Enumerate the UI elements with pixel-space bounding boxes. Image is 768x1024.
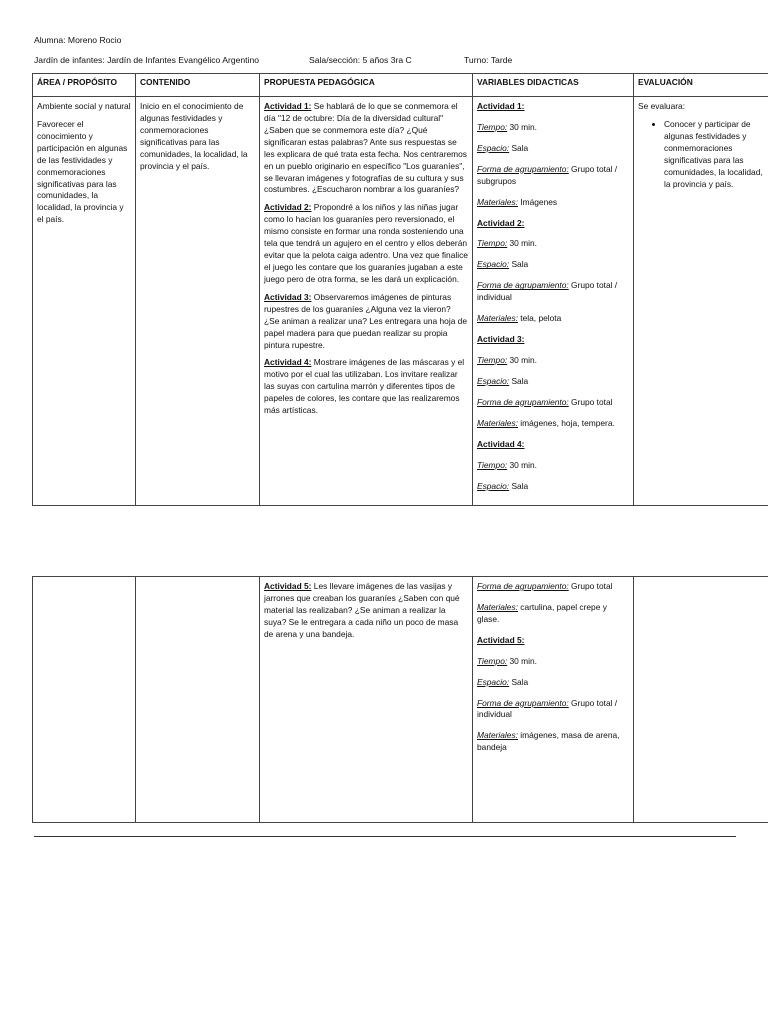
table-row (33, 97, 768, 506)
shift-info: Turno: Tarde (464, 55, 513, 65)
variable-field (477, 313, 629, 325)
variable-label: Materiales: (477, 417, 518, 428)
variable-field (477, 730, 629, 754)
content-cell-empty (136, 577, 260, 823)
area-cell-empty (33, 577, 136, 823)
column-header-proposal: PROPUESTA PEDAGÓGICA (260, 74, 473, 97)
variable-label: Espacio: (477, 676, 510, 687)
activity-text: Se hablará de lo que se conmemora el día "12 de octubre: Día de la diversidad cultural" ¿Saben que se conmemora este día? ¿Qué significaran estas palabras? Ante sus respuestas se les explicara de qué trata esta fecha. Nos centraremos en un pueblo originario en específico "Los guaraníes", se llevaran imágenes y fotografías de su cultura y sus costumbres. ¿Escucharon nombrar a los guaraníes? (264, 101, 467, 195)
variable-value: 30 min. (507, 238, 537, 249)
variable-value: Sala (509, 480, 529, 491)
variable-field (477, 259, 629, 271)
variable-value: Sala (509, 375, 529, 386)
activity-text: Observaremos imágenes de pinturas rupestres de los guaraníes ¿Alguna vez la vieron? ¿Se animan a realizar una? Les entregara una hoja de papel madera para que puedan realizar su propia pintura rupestre. (264, 291, 467, 350)
activity-text: Mostrare imágenes de las máscaras y el motivo por el cual las utilizaban. Los invitare realizar las suyas con cartulina marrón y diferentes tipos de papeles de colores, les contare que las realizaremos más artísticas. (264, 357, 465, 416)
variable-value: 30 min. (507, 459, 537, 470)
student-name: Alumna: Moreno Rocio (34, 35, 122, 45)
variable-label: Materiales: (477, 313, 518, 324)
activity-title: Actividad 4: (477, 438, 525, 449)
activity-text: Les llevare imágenes de las vasijas y jarrones que creaban los guaraníes ¿Saben con qué material las realizaban? ¿Se animan a realizar la suya? Se le entregara a cada niño un poco de masa de arena y una bandeja. (264, 581, 460, 639)
activity-1 (264, 101, 468, 196)
variable-field (477, 280, 629, 304)
variable-value: tela, pelota (517, 313, 562, 324)
variable-value: Imágenes (517, 196, 558, 207)
variable-value: 30 min. (507, 354, 537, 365)
table-header-row (33, 74, 768, 97)
activity-title: Actividad 2: (477, 217, 525, 228)
proposal-cell (260, 97, 473, 506)
proposal-cell (260, 577, 473, 823)
variable-label: Tiempo: (477, 121, 508, 132)
variable-field (477, 397, 629, 409)
variable-label: Materiales: (477, 601, 518, 612)
evaluation-item: • Conocer y participar de algunas festividades y conmemoraciones significativas para las comunidades, la localidad, la provincia y país. (664, 119, 768, 191)
area-purpose: Favorecer el conocimiento y participación en algunas de las festividades y conmemoraciones significativas para las comunidades, la localidad, la provincia y el país. (37, 118, 128, 225)
activity-title: Actividad 5: (477, 634, 525, 645)
area-cell (33, 97, 136, 506)
column-header-content: CONTENIDO (136, 74, 260, 97)
activity-title: Actividad 1: (477, 101, 525, 111)
school-name: Jardín de infantes: Jardín de Infantes Evangélico Argentino (34, 55, 260, 65)
variable-field (477, 602, 629, 626)
activity-title: Actividad 5: (264, 581, 312, 591)
activity-3 (264, 292, 468, 352)
activity-2 (264, 202, 468, 285)
variable-label: Tiempo: (477, 238, 508, 249)
variable-label: Forma de agrupamiento: (477, 697, 569, 708)
variable-label: Espacio: (477, 259, 510, 270)
activity-text: Propondré a los niños y las niñas jugar como lo hacían los guaraníes pero reversionado, el mismo consiste en formar una ronda sosteniendo una tela que tendrá un agujero en el centro y ellos deberán evitar que la pelota caiga adentro. Una vez que finalice el juego les contare que los guaraníes jugaban a este juego pero de otra forma, se les dará un explicación. (264, 202, 468, 284)
variable-label: Tiempo: (477, 459, 508, 470)
variable-value: 30 min. (507, 121, 537, 132)
column-header-variables: VARIABLES DIDACTICAS (473, 74, 634, 97)
variable-value: imágenes, hoja, tempera. (517, 417, 615, 428)
variable-value: Grupo total (568, 396, 613, 407)
variable-field (477, 460, 629, 472)
variable-field (477, 656, 629, 668)
variable-label: Forma de agrupamiento: (477, 280, 569, 291)
evaluation-intro: Se evaluara: (638, 101, 686, 111)
variable-field (477, 143, 629, 155)
column-header-evaluation: EVALUACIÓN (634, 74, 768, 97)
horizontal-divider (34, 836, 736, 837)
variable-value: Grupo total (568, 581, 613, 591)
planning-table-page-2 (32, 576, 768, 823)
variable-field (477, 418, 629, 430)
variable-label: Tiempo: (477, 655, 508, 666)
content-cell (136, 97, 260, 506)
variables-cell (473, 97, 634, 506)
activity-5 (264, 581, 468, 641)
activity-title: Actividad 3: (264, 291, 312, 302)
table-row (33, 577, 768, 823)
variable-value: 30 min. (507, 655, 537, 666)
activity-title: Actividad 1: (264, 101, 312, 111)
variable-field (477, 164, 629, 188)
column-header-area: ÁREA / PROPÓSITO (33, 74, 136, 97)
variable-value: Sala (509, 676, 529, 687)
activity-title: Actividad 3: (477, 334, 525, 345)
variables-cell (473, 577, 634, 823)
variable-field (477, 581, 629, 593)
variable-value: Grupo total / subgrupos (477, 163, 618, 186)
variable-value: imágenes, masa de arena, bandeja (477, 730, 620, 753)
variable-label: Forma de agrupamiento: (477, 581, 569, 591)
variable-field (477, 355, 629, 367)
variable-activity-title (477, 439, 629, 451)
content-text: Inicio en el conocimiento de algunas festividades y conmemoraciones significativas para las comunidades, la localidad, la provincia y el país. (140, 101, 248, 171)
planning-table-page-1 (32, 73, 768, 506)
variable-field (477, 698, 629, 722)
evaluation-list (638, 119, 768, 191)
variable-field (477, 122, 629, 134)
variable-field (477, 197, 629, 209)
variable-value: Grupo total / individual (477, 280, 618, 303)
activity-title: Actividad 4: (264, 357, 312, 368)
variable-label: Espacio: (477, 480, 510, 491)
variable-field (477, 376, 629, 388)
variable-label: Espacio: (477, 375, 510, 386)
variable-label: Materiales: (477, 730, 518, 741)
activity-4 (264, 357, 468, 417)
evaluation-cell-empty (634, 577, 768, 823)
variable-activity-title (477, 218, 629, 230)
variable-activity-title (477, 635, 629, 647)
area-name: Ambiente social y natural (37, 101, 131, 111)
variable-activity-title (477, 101, 629, 113)
variable-label: Forma de agrupamiento: (477, 163, 569, 174)
variable-activity-title (477, 334, 629, 346)
variable-field (477, 238, 629, 250)
variable-value: Sala (509, 259, 529, 270)
variable-label: Materiales: (477, 196, 518, 207)
variable-label: Tiempo: (477, 354, 508, 365)
variable-value: Grupo total / individual (477, 697, 618, 720)
section-info: Sala/sección: 5 años 3ra C (309, 55, 412, 65)
variable-value: cartulina, papel crepe y glase. (477, 601, 607, 624)
activity-title: Actividad 2: (264, 202, 312, 213)
variable-value: Sala (509, 142, 529, 153)
variable-field (477, 481, 629, 493)
variable-label: Forma de agrupamiento: (477, 396, 569, 407)
variable-label: Espacio: (477, 142, 510, 153)
evaluation-cell (634, 97, 768, 506)
variable-field (477, 677, 629, 689)
